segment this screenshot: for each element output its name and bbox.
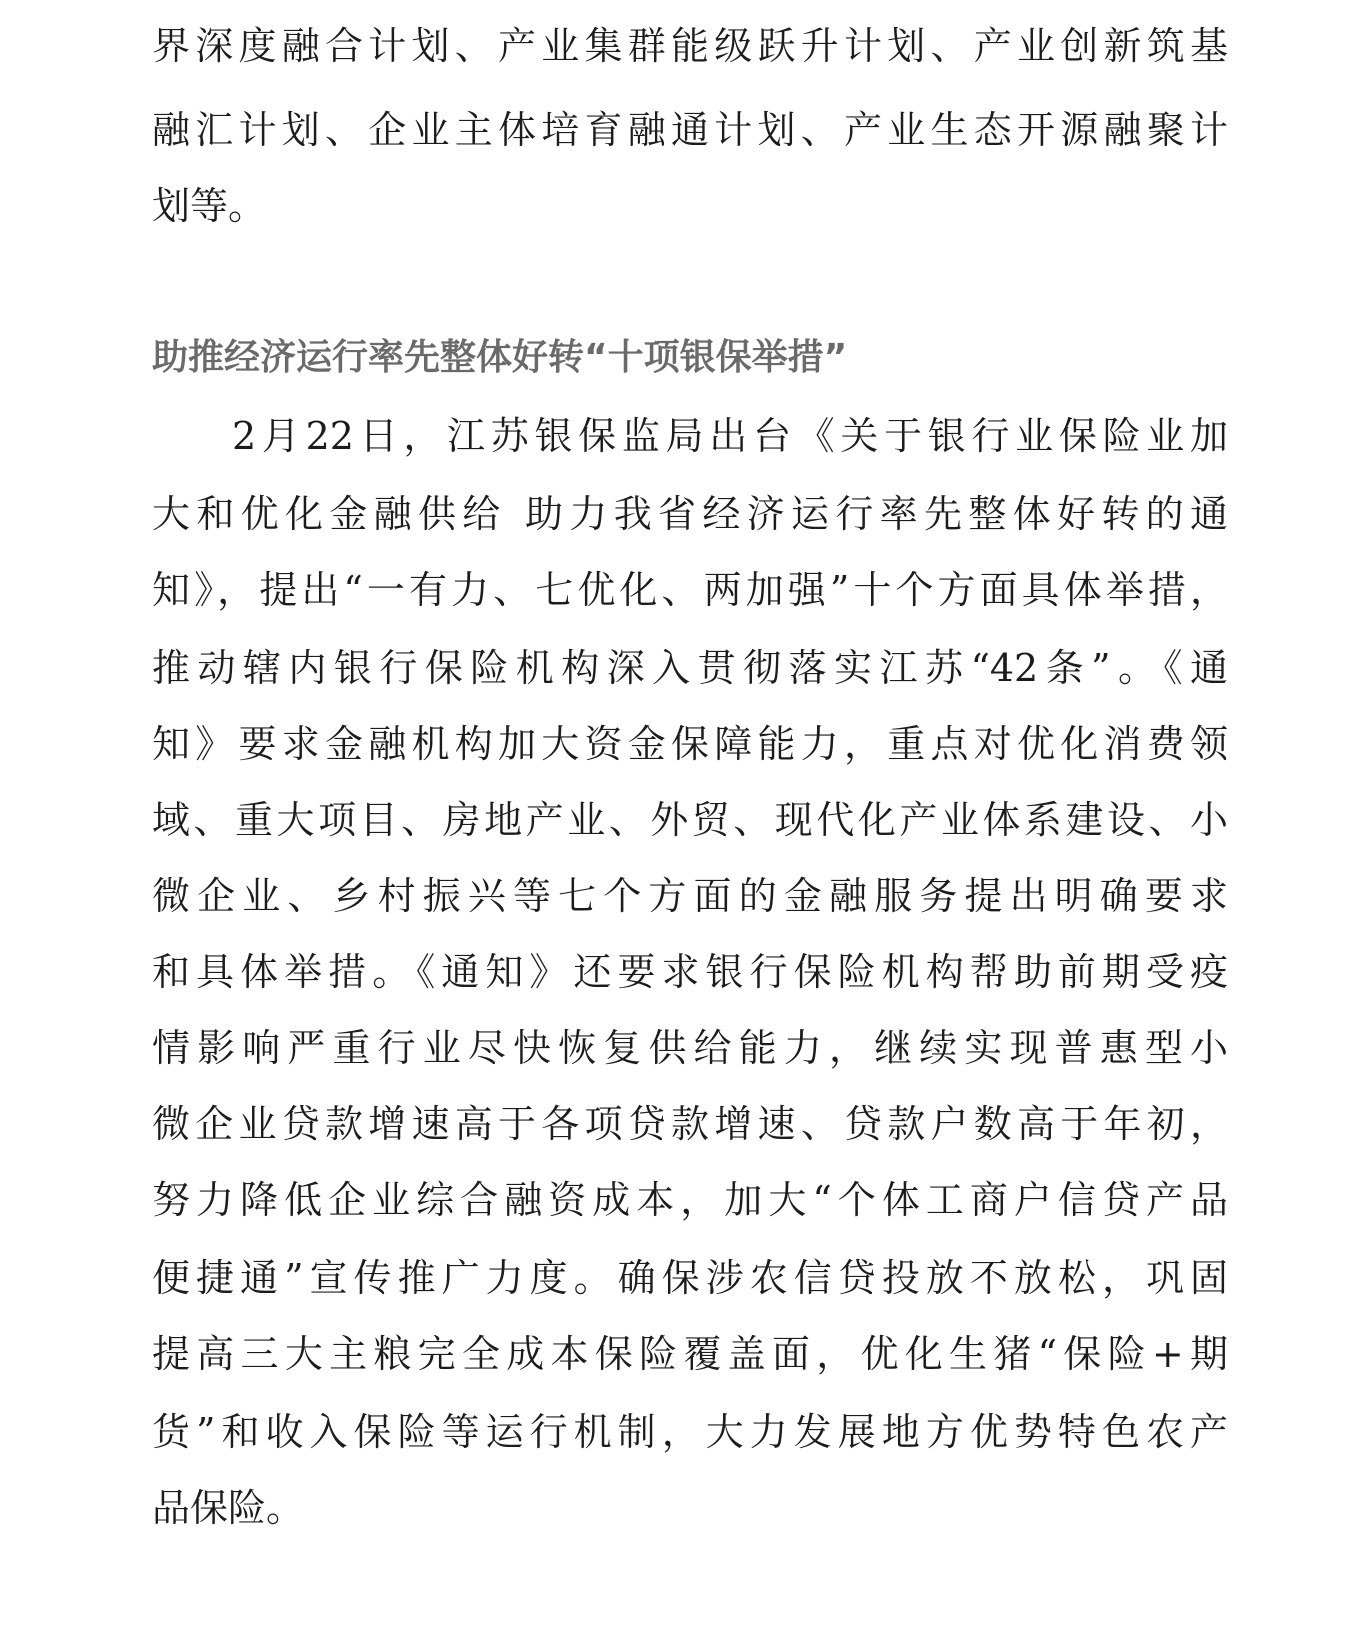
text-line: 知》要求金融机构加大资金保障能力，重点对优化消费领 bbox=[152, 722, 1228, 766]
text-line: 域、重大项目、房地产业、外贸、现代化产业体系建设、小 bbox=[152, 798, 1228, 842]
text-line: 微企业贷款增速高于各项贷款增速、贷款户数高于年初， bbox=[152, 1102, 1228, 1146]
text-line: 界深度融合计划、产业集群能级跃升计划、产业创新筑基 bbox=[152, 24, 1228, 68]
text-line: 划等。 bbox=[152, 184, 267, 228]
text-line: 知》，提出“一有力、七优化、两加强”十个方面具体举措， bbox=[152, 568, 1228, 612]
text-line: 情影响严重行业尽快恢复供给能力，继续实现普惠型小 bbox=[152, 1026, 1228, 1070]
text-line: 品保险。 bbox=[152, 1486, 305, 1530]
text-line: 融汇计划、企业主体培育融通计划、产业生态开源融聚计 bbox=[152, 108, 1228, 152]
text-line: 2月22日，江苏银保监局出台《关于银行业保险业加 bbox=[232, 414, 1228, 458]
text-line: 努力降低企业综合融资成本，加大“个体工商户信贷产品 bbox=[152, 1178, 1228, 1222]
section-heading: 助推经济运行率先整体好转“十项银保举措” bbox=[152, 337, 848, 378]
text-line: 微企业、乡村振兴等七个方面的金融服务提出明确要求 bbox=[152, 874, 1228, 918]
text-line: 货”和收入保险等运行机制，大力发展地方优势特色农产 bbox=[152, 1410, 1228, 1454]
text-line: 和具体举措。《通知》还要求银行保险机构帮助前期受疫 bbox=[152, 950, 1228, 994]
text-line: 大和优化金融供给 助力我省经济运行率先整体好转的通 bbox=[152, 492, 1228, 536]
text-line: 便捷通”宣传推广力度。确保涉农信贷投放不放松，巩固 bbox=[152, 1256, 1228, 1300]
text-line: 推动辖内银行保险机构深入贯彻落实江苏“42条”。《通 bbox=[152, 646, 1228, 690]
text-line: 提高三大主粮完全成本保险覆盖面，优化生猪“保险+期 bbox=[152, 1332, 1228, 1376]
